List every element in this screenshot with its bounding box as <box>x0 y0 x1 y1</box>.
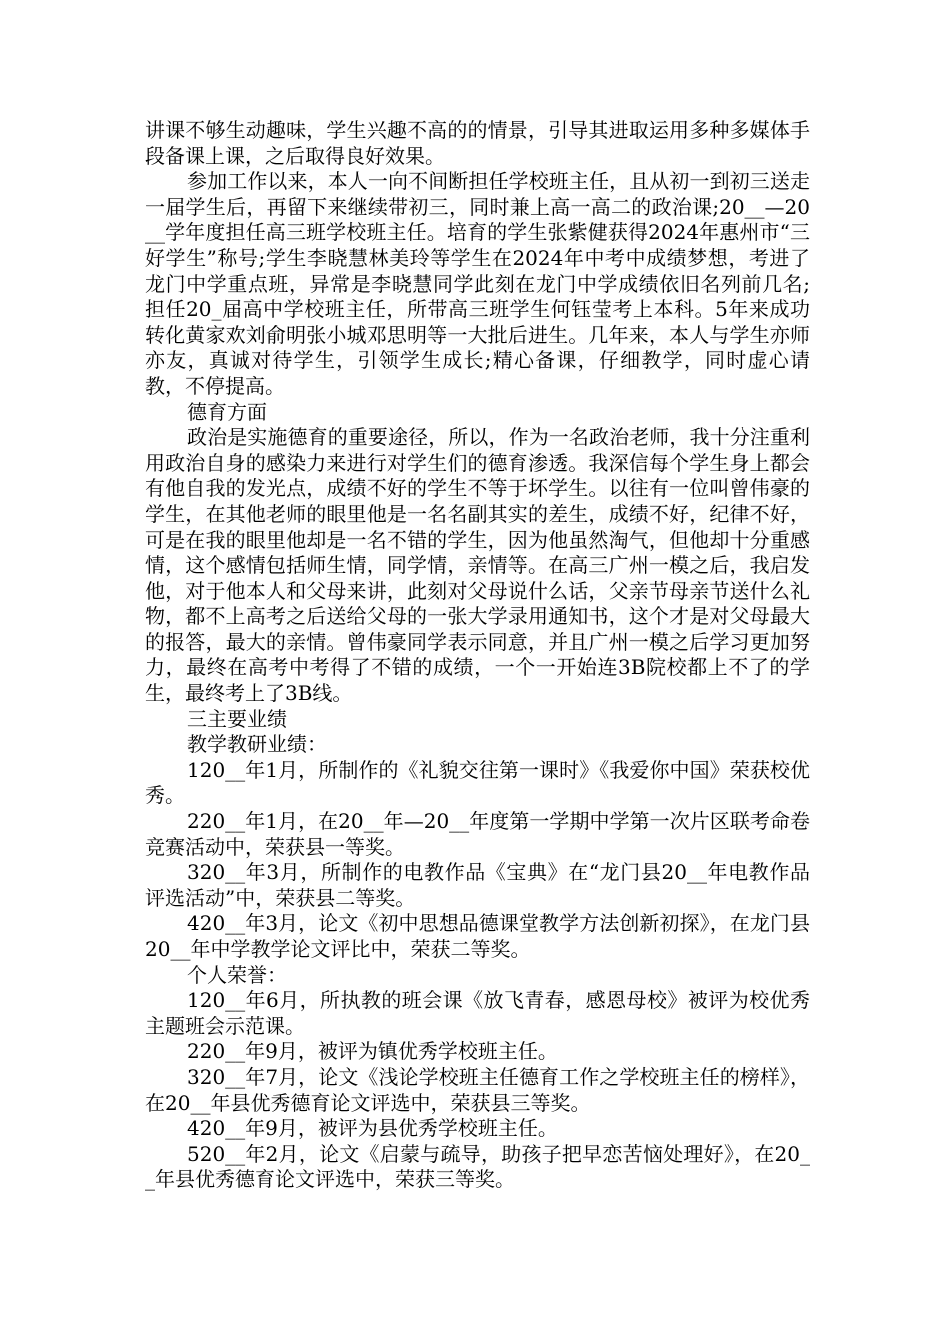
honor-item-1: 120__年6月，所执教的班会课《放飞青春，感恩母校》被评为校优秀主题班会示范课。 <box>145 988 810 1038</box>
honor-item-4: 420__年9月，被评为县优秀学校班主任。 <box>187 1116 558 1141</box>
paragraph-moral-education: 政治是实施德育的重要途径，所以，作为一名政治老师，我十分注重利用政治自身的感染力来进行对学生们的德育渗透。我深信每个学生身上都会有他自我的发光点，成绩不好的学生不等于坏学生。以往有一位叫曾伟豪的学生，在其他老师的眼里他是一名名副其实的差生，成绩不好，纪律不好，可是在我的眼里他却是一名不错的学生，因为他虽然淘气，但他却十分重感情，这个感情包括师生情，同学情，亲情等。在高三广州一模之后，我启发他，对于他本人和父母来讲，此刻对父母说什么话，父亲节母亲节送什么礼物，都不上高考之后送给父母的一张大学录用通知书，这个才是对父母最大的报答，最大的亲情。曾伟豪同学表示同意，并且广州一模之后学习更加努力，最终在高考中考得了不错的成绩，一个一开始连3B院校都上不了的学生，最终考上了3B线。 <box>145 425 810 706</box>
document-page <box>145 118 810 1193</box>
subheading-teaching-research: 教学教研业绩： <box>187 732 327 757</box>
honor-item-3: 320__年7月，论文《浅论学校班主任德育工作之学校班主任的榜样》，在20__年县优秀德育论文评选中，荣获县三等奖。 <box>145 1064 810 1115</box>
achievement-item-1: 120__年1月，所制作的《礼貌交往第一课时》《我爱你中国》荣获校优秀。 <box>145 757 810 808</box>
section-heading-moral-education: 德育方面 <box>187 399 267 424</box>
paragraph-continued: 讲课不够生动趣味，学生兴趣不高的的情景，引导其进取运用多种多媒体手段备课上课，之后取得良好效果。 <box>145 118 810 168</box>
honor-item-2: 220__年9月，被评为镇优秀学校班主任。 <box>187 1039 558 1064</box>
subheading-personal-honors: 个人荣誉： <box>187 962 287 987</box>
paragraph-class-teacher-work: 参加工作以来，本人一向不间断担任学校班主任，且从初一到初三送走一届学生后，再留下来继续带初三，同时兼上高一高二的政治课;20__—20__学年度担任高三班学校班主任。培育的学生张紫健获得2024年惠州市“三好学生”称号;学生李晓慧林美玲等学生在2024年中考中成绩梦想，考进了龙门中学重点班，异常是李晓慧同学此刻在龙门中学成绩依旧名列前几名;担任20_届高中学校班主任，所带高三班学生何钰莹考上本科。5年来成功转化黄家欢刘俞明张小城邓思明等一大批后进生。几年来，本人与学生亦师亦友，真诚对待学生，引领学生成长;精心备课，仔细教学，同时虚心请教，不停提高。 <box>145 169 810 398</box>
honor-item-5: 520__年2月，论文《启蒙与疏导，助孩子把早恋苦恼处理好》，在20__年县优秀德育论文评选中，荣获三等奖。 <box>145 1141 810 1192</box>
achievement-item-2: 220__年1月，在20__年—20__年度第一学期中学第一次片区联考命卷竞赛活动中，荣获县一等奖。 <box>145 809 810 859</box>
achievement-item-3: 320__年3月，所制作的电教作品《宝典》在“龙门县20__年电教作品评选活动”中，荣获县二等奖。 <box>145 860 810 910</box>
achievement-item-4: 420__年3月，论文《初中思想品德课堂教学方法创新初探》，在龙门县20__年中学教学论文评比中，荣获二等奖。 <box>145 911 810 961</box>
section-heading-main-achievements: 三主要业绩 <box>187 706 287 731</box>
